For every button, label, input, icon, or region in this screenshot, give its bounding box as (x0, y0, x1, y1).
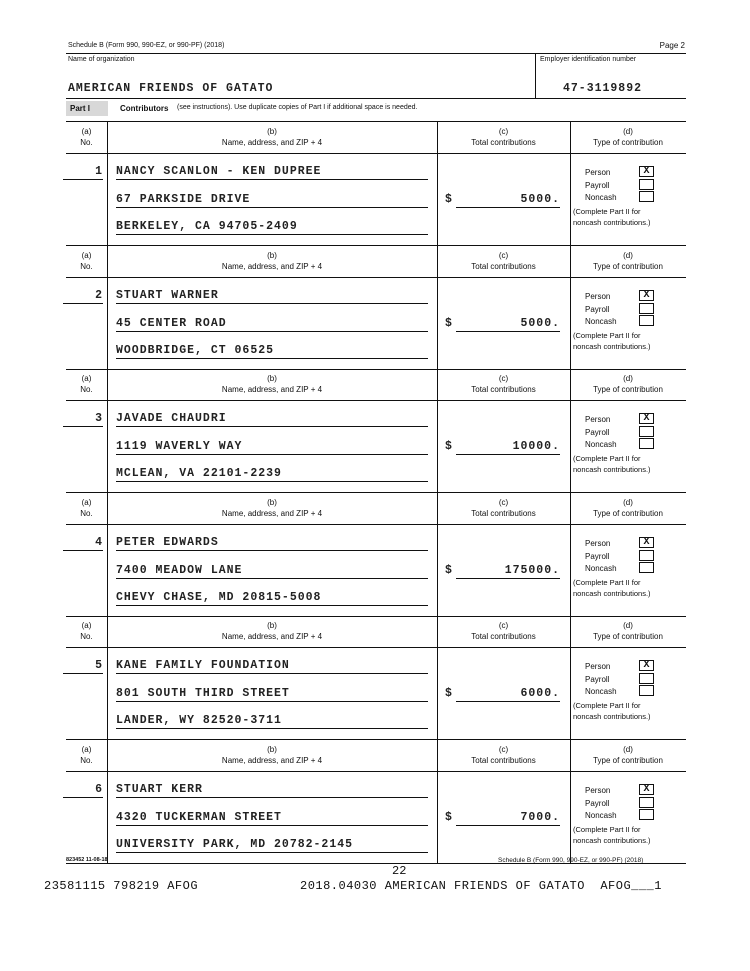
contributor-address: 7400 MEADOW LANE (116, 564, 428, 579)
contributor-name: PETER EDWARDS (116, 536, 428, 551)
noncash-checkbox[interactable] (639, 562, 654, 573)
col-c-label: Total contributions (471, 756, 536, 765)
type-payroll-label: Payroll (585, 427, 610, 437)
type-person-label: Person (585, 292, 611, 301)
page-number: 22 (392, 864, 407, 878)
col-a-label: No. (80, 138, 93, 147)
type-payroll-label: Payroll (585, 304, 610, 314)
currency-symbol: $ (445, 440, 453, 453)
col-b-letter: (b) (267, 374, 277, 383)
col-d-label: Type of contribution (593, 262, 663, 271)
col-b-label: Name, address, and ZIP + 4 (221, 385, 323, 394)
col-c-letter: (c) (498, 621, 509, 630)
type-person-label: Person (585, 415, 611, 424)
person-checkbox[interactable]: X (639, 290, 654, 301)
currency-symbol: $ (445, 564, 453, 577)
noncash-note-line1: (Complete Part II for (573, 207, 641, 216)
contributor-number: 6 (63, 783, 103, 798)
col-c-letter: (c) (498, 745, 509, 754)
currency-symbol: $ (445, 193, 453, 206)
noncash-checkbox[interactable] (639, 438, 654, 449)
type-noncash-label: Noncash (585, 811, 617, 820)
col-c-label: Total contributions (471, 385, 536, 394)
contributor-number: 5 (63, 659, 103, 674)
noncash-note-line2: noncash contributions.) (573, 589, 651, 598)
contributor-city: UNIVERSITY PARK, MD 20782-2145 (116, 838, 428, 853)
contributor-city: CHEVY CHASE, MD 20815-5008 (116, 591, 428, 606)
noncash-note-line2: noncash contributions.) (573, 218, 651, 227)
col-b-letter: (b) (267, 251, 277, 260)
col-d-label: Type of contribution (593, 138, 663, 147)
part-title: Contributors (120, 104, 169, 113)
noncash-note-line2: noncash contributions.) (573, 836, 651, 845)
contributor-address: 4320 TUCKERMAN STREET (116, 811, 428, 826)
contributor-number: 1 (63, 165, 103, 180)
type-payroll-label: Payroll (585, 674, 610, 684)
col-c-label: Total contributions (471, 138, 536, 147)
col-a-letter: (a) (81, 621, 92, 630)
contributor-address: 45 CENTER ROAD (116, 317, 428, 332)
col-d-label: Type of contribution (593, 756, 663, 765)
print-line-right: 2018.04030 AMERICAN FRIENDS OF GATATO AFOG___1 (300, 879, 662, 893)
contributor-address: 1119 WAVERLY WAY (116, 440, 428, 455)
contributor-city: WOODBRIDGE, CT 06525 (116, 344, 428, 359)
col-a-letter: (a) (81, 498, 92, 507)
type-noncash-label: Noncash (585, 687, 617, 696)
type-noncash-label: Noncash (585, 317, 617, 326)
currency-symbol: $ (445, 317, 453, 330)
noncash-note-line1: (Complete Part II for (573, 825, 641, 834)
col-d-letter: (d) (623, 127, 633, 136)
ein: 47-3119892 (563, 82, 643, 95)
contributor-number: 3 (63, 412, 103, 427)
contributor-name: KANE FAMILY FOUNDATION (116, 659, 428, 674)
col-d-label: Type of contribution (593, 509, 663, 518)
col-b-label: Name, address, and ZIP + 4 (221, 138, 323, 147)
noncash-note-line2: noncash contributions.) (573, 342, 651, 351)
col-b-label: Name, address, and ZIP + 4 (221, 632, 323, 641)
contributor-name: JAVADE CHAUDRI (116, 412, 428, 427)
payroll-checkbox[interactable] (639, 550, 654, 561)
col-d-label: Type of contribution (593, 385, 663, 394)
col-a-label: No. (80, 756, 93, 765)
noncash-note-line2: noncash contributions.) (573, 465, 651, 474)
noncash-note-line1: (Complete Part II for (573, 578, 641, 587)
contributor-address: 801 SOUTH THIRD STREET (116, 687, 428, 702)
col-a-label: No. (80, 632, 93, 641)
type-person-label: Person (585, 539, 611, 548)
col-a-letter: (a) (81, 745, 92, 754)
col-a-letter: (a) (81, 374, 92, 383)
type-person-label: Person (585, 786, 611, 795)
contribution-amount: 5000. (456, 193, 560, 208)
noncash-checkbox[interactable] (639, 315, 654, 326)
footer-code: 823452 11-08-18 (66, 857, 108, 863)
contributor-name: STUART WARNER (116, 289, 428, 304)
col-d-letter: (d) (623, 745, 633, 754)
type-noncash-label: Noncash (585, 440, 617, 449)
contribution-amount: 10000. (456, 440, 560, 455)
col-a-label: No. (80, 509, 93, 518)
col-a-label: No. (80, 262, 93, 271)
payroll-checkbox[interactable] (639, 179, 654, 190)
col-d-letter: (d) (623, 621, 633, 630)
col-b-letter: (b) (267, 127, 277, 136)
type-payroll-label: Payroll (585, 180, 610, 190)
contributor-number: 2 (63, 289, 103, 304)
col-d-label: Type of contribution (593, 632, 663, 641)
org-name: AMERICAN FRIENDS OF GATATO (68, 82, 274, 95)
part-instructions: (see instructions). Use duplicate copies of Part I if additional space is needed. (177, 104, 418, 111)
person-checkbox[interactable]: X (639, 784, 654, 795)
contributor-city: BERKELEY, CA 94705-2409 (116, 220, 428, 235)
person-checkbox[interactable]: X (639, 413, 654, 424)
col-c-label: Total contributions (471, 632, 536, 641)
person-checkbox[interactable]: X (639, 537, 654, 548)
noncash-note-line2: noncash contributions.) (573, 712, 651, 721)
contribution-amount: 6000. (456, 687, 560, 702)
payroll-checkbox[interactable] (639, 303, 654, 314)
contribution-amount: 5000. (456, 317, 560, 332)
col-c-label: Total contributions (471, 262, 536, 271)
contributor-name: NANCY SCANLON - KEN DUPREE (116, 165, 428, 180)
noncash-note-line1: (Complete Part II for (573, 701, 641, 710)
type-person-label: Person (585, 662, 611, 671)
noncash-checkbox[interactable] (639, 685, 654, 696)
payroll-checkbox[interactable] (639, 673, 654, 684)
col-a-letter: (a) (81, 127, 92, 136)
col-a-letter: (a) (81, 251, 92, 260)
part-label: Part I (70, 104, 91, 113)
noncash-note-line1: (Complete Part II for (573, 331, 641, 340)
col-b-label: Name, address, and ZIP + 4 (221, 509, 323, 518)
ein-label: Employer identification number (540, 56, 637, 63)
col-b-letter: (b) (267, 621, 277, 630)
col-d-letter: (d) (623, 498, 633, 507)
page-label: Page 2 (659, 41, 685, 50)
col-b-letter: (b) (267, 498, 277, 507)
col-c-letter: (c) (498, 251, 509, 260)
col-a-label: No. (80, 385, 93, 394)
person-checkbox[interactable]: X (639, 660, 654, 671)
col-b-letter: (b) (267, 745, 277, 754)
org-name-label: Name of organization (68, 56, 135, 63)
type-noncash-label: Noncash (585, 193, 617, 202)
col-c-label: Total contributions (471, 509, 536, 518)
col-d-letter: (d) (623, 251, 633, 260)
type-noncash-label: Noncash (585, 564, 617, 573)
footer-form-ref: Schedule B (Form 990, 990-EZ, or 990-PF) (2018) (498, 857, 644, 864)
contributor-name: STUART KERR (116, 783, 428, 798)
col-c-letter: (c) (498, 127, 509, 136)
col-b-label: Name, address, and ZIP + 4 (221, 756, 323, 765)
person-checkbox[interactable]: X (639, 166, 654, 177)
contribution-amount: 175000. (456, 564, 560, 579)
currency-symbol: $ (445, 687, 453, 700)
contributor-address: 67 PARKSIDE DRIVE (116, 193, 428, 208)
type-payroll-label: Payroll (585, 551, 610, 561)
col-c-letter: (c) (498, 498, 509, 507)
form-title: Schedule B (Form 990, 990-EZ, or 990-PF) (2018) (68, 42, 225, 49)
type-person-label: Person (585, 168, 611, 177)
col-b-label: Name, address, and ZIP + 4 (221, 262, 323, 271)
contributor-city: MCLEAN, VA 22101-2239 (116, 467, 428, 482)
type-payroll-label: Payroll (585, 798, 610, 808)
col-d-letter: (d) (623, 374, 633, 383)
payroll-checkbox[interactable] (639, 797, 654, 808)
payroll-checkbox[interactable] (639, 426, 654, 437)
contributor-number: 4 (63, 536, 103, 551)
noncash-checkbox[interactable] (639, 191, 654, 202)
contributor-city: LANDER, WY 82520-3711 (116, 714, 428, 729)
col-c-letter: (c) (498, 374, 509, 383)
currency-symbol: $ (445, 811, 453, 824)
noncash-checkbox[interactable] (639, 809, 654, 820)
contribution-amount: 7000. (456, 811, 560, 826)
print-line-left: 23581115 798219 AFOG (44, 879, 199, 893)
noncash-note-line1: (Complete Part II for (573, 454, 641, 463)
